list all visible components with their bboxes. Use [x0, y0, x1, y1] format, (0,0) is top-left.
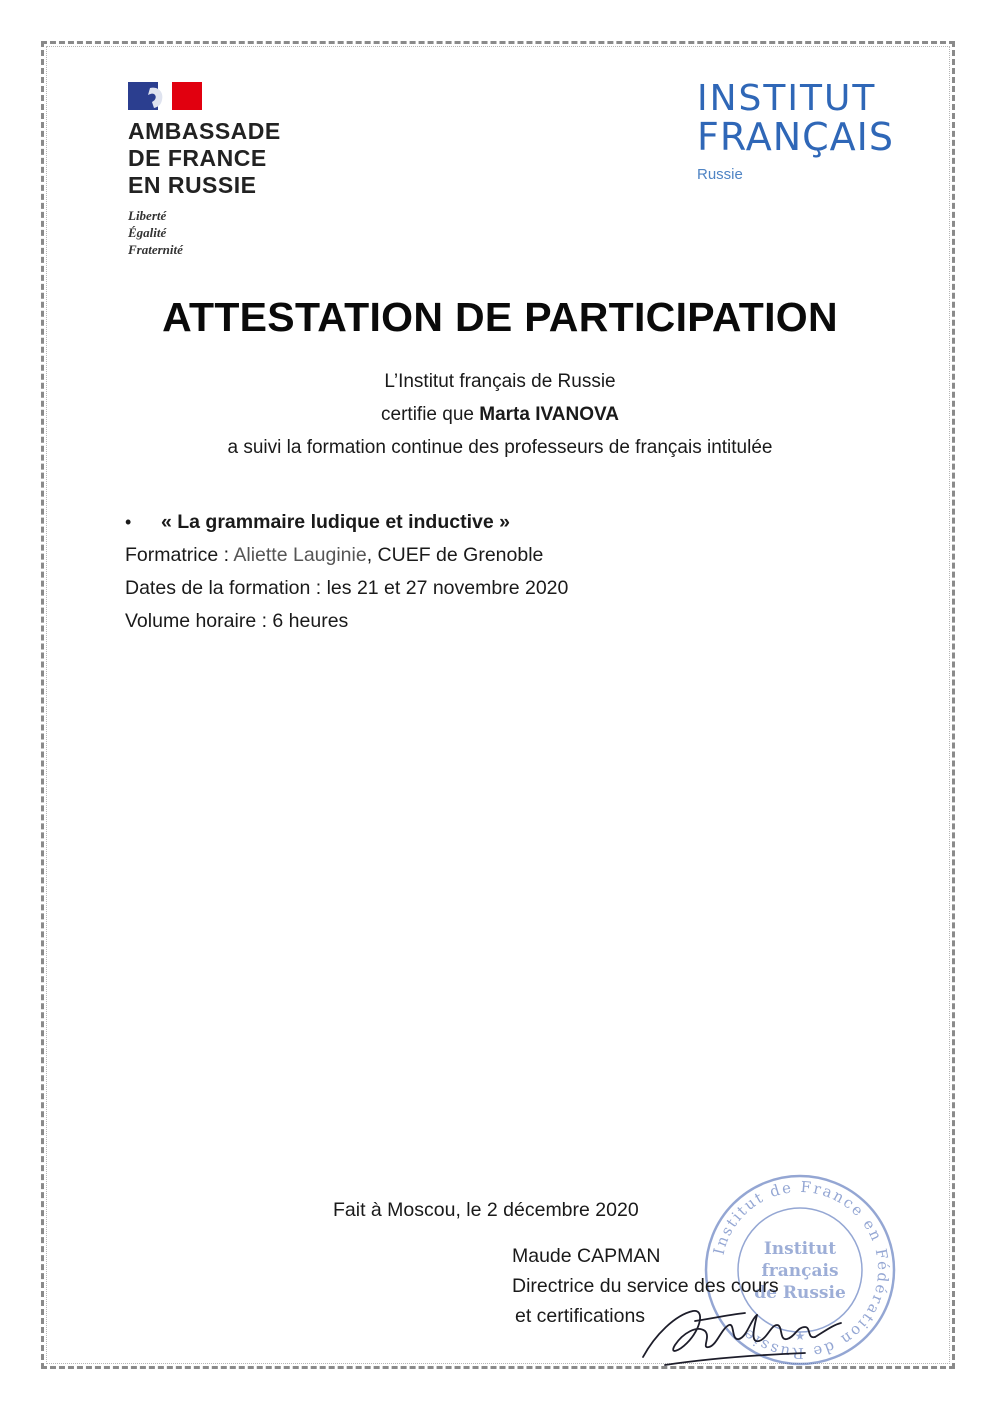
embassy-logo: [128, 82, 348, 258]
signatory-name: Maude CAPMAN: [512, 1245, 661, 1267]
place-and-date: Fait à Moscou, le 2 décembre 2020: [333, 1199, 639, 1221]
signatory-role-line-2: et certifications: [515, 1305, 646, 1327]
stamp-center-line-3: de Russie: [754, 1283, 846, 1303]
motto-egalite: Égalité: [128, 225, 167, 240]
document-title: ATTESTATION DE PARTICIPATION: [162, 294, 838, 340]
course-title: « La grammaire ludique et inductive »: [161, 511, 510, 533]
training-volume: Volume horaire : 6 heures: [125, 610, 349, 632]
trainer-line: [125, 539, 885, 572]
certification-intro: [0, 365, 1000, 464]
intro-issuer: L’Institut français de Russie: [384, 371, 616, 392]
course-title-row: [125, 506, 885, 539]
stamp-center-line-1: Institut: [763, 1239, 837, 1259]
institut-logo-country: Russie: [697, 166, 743, 183]
participant-name: Marta IVANOVA: [479, 404, 619, 425]
intro-training-line: a suivi la formation continue des professeurs de français intitulée: [227, 437, 773, 458]
course-details: [125, 506, 885, 638]
handwritten-signature: [635, 1285, 865, 1375]
stamp-star-icon: ★: [794, 1329, 806, 1343]
intro-certifies-line: [0, 398, 1000, 431]
embassy-name-line-2: DE FRANCE: [128, 145, 267, 171]
stamp-center-line-2: français: [761, 1261, 839, 1281]
trainer-name: Aliette Lauginie: [233, 544, 367, 566]
signatory-role-line-1: Directrice du service des cours: [512, 1275, 779, 1297]
embassy-name-line-3: EN RUSSIE: [128, 172, 257, 198]
embassy-name-line-1: AMBASSADE: [128, 118, 281, 144]
intro-certifie-que: certifie que: [381, 404, 474, 425]
marianne-flag-icon: [128, 82, 202, 110]
stamp-ring-text: Institut de France en Fédération de Russie: [709, 1177, 893, 1363]
institut-francais-logo: [697, 80, 917, 183]
bullet-icon: •: [125, 512, 132, 532]
institut-logo-line-2: FRANÇAIS: [697, 115, 894, 159]
motto-fraternite: Fraternité: [128, 242, 183, 257]
motto-liberte: Liberté: [128, 208, 167, 223]
training-dates: Dates de la formation : les 21 et 27 novembre 2020: [125, 577, 569, 599]
trainer-organization: , CUEF de Grenoble: [366, 544, 544, 566]
republic-motto: [128, 207, 348, 258]
institut-logo-line-1: INSTITUT: [697, 78, 877, 119]
trainer-label: Formatrice :: [125, 544, 230, 566]
